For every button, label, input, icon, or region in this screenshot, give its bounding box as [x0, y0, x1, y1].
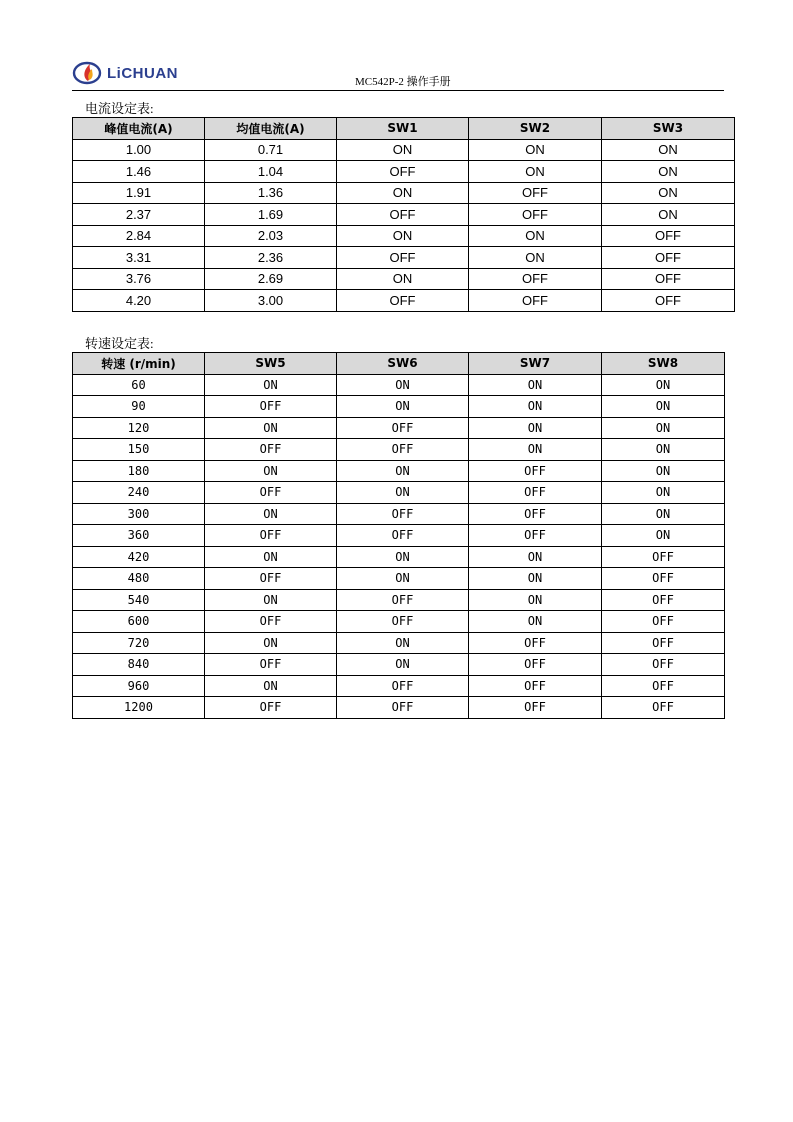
- table-cell: OFF: [602, 290, 735, 312]
- table-cell: OFF: [337, 697, 469, 719]
- table-cell: 1.36: [205, 182, 337, 204]
- table-cell: OFF: [205, 439, 337, 461]
- table-cell: OFF: [602, 611, 725, 633]
- table-cell: OFF: [469, 632, 602, 654]
- table-cell: OFF: [205, 525, 337, 547]
- table-cell: ON: [602, 161, 735, 183]
- table-cell: 120: [73, 417, 205, 439]
- table-cell: ON: [602, 396, 725, 418]
- table-cell: OFF: [337, 439, 469, 461]
- table-cell: OFF: [602, 268, 735, 290]
- table-cell: ON: [602, 503, 725, 525]
- table-cell: OFF: [337, 161, 469, 183]
- table-cell: 3.00: [205, 290, 337, 312]
- column-header: SW3: [602, 118, 735, 140]
- table-cell: OFF: [602, 654, 725, 676]
- brand-name: LiCHUAN: [107, 64, 178, 82]
- table-row: [73, 225, 735, 247]
- brand-logo: [72, 58, 178, 88]
- table-cell: 720: [73, 632, 205, 654]
- table-cell: ON: [469, 374, 602, 396]
- table-cell: OFF: [469, 290, 602, 312]
- table-cell: ON: [337, 632, 469, 654]
- current-setting-table: [72, 117, 735, 312]
- table-header-row: [73, 353, 725, 375]
- table-cell: OFF: [469, 503, 602, 525]
- table-cell: 600: [73, 611, 205, 633]
- table-cell: 840: [73, 654, 205, 676]
- table-row: [73, 568, 725, 590]
- table-row: [73, 204, 735, 226]
- table-cell: OFF: [337, 290, 469, 312]
- table-cell: ON: [337, 460, 469, 482]
- table-cell: OFF: [337, 589, 469, 611]
- table-cell: 1200: [73, 697, 205, 719]
- table-row: [73, 396, 725, 418]
- table-cell: OFF: [602, 675, 725, 697]
- table-cell: OFF: [469, 697, 602, 719]
- column-header: 转速 (r/min): [73, 353, 205, 375]
- table-row: [73, 247, 735, 269]
- table-cell: OFF: [469, 675, 602, 697]
- table-cell: ON: [205, 417, 337, 439]
- table-cell: 180: [73, 460, 205, 482]
- column-header: SW6: [337, 353, 469, 375]
- table-cell: OFF: [337, 611, 469, 633]
- column-header: 均值电流(A): [205, 118, 337, 140]
- table-cell: ON: [469, 417, 602, 439]
- table-row: [73, 482, 725, 504]
- table-cell: 1.04: [205, 161, 337, 183]
- table-row: [73, 675, 725, 697]
- table-cell: OFF: [205, 568, 337, 590]
- table-cell: ON: [469, 568, 602, 590]
- table-cell: ON: [602, 182, 735, 204]
- column-header: 峰值电流(A): [73, 118, 205, 140]
- table-cell: 300: [73, 503, 205, 525]
- table-cell: OFF: [205, 654, 337, 676]
- table-cell: ON: [469, 396, 602, 418]
- table-row: [73, 589, 725, 611]
- current-table-caption: 电流设定表:: [85, 101, 154, 116]
- table-row: [73, 546, 725, 568]
- table-cell: ON: [337, 139, 469, 161]
- table-cell: 2.36: [205, 247, 337, 269]
- table-cell: ON: [337, 268, 469, 290]
- table-row: [73, 374, 725, 396]
- table-cell: ON: [337, 182, 469, 204]
- table-cell: ON: [337, 546, 469, 568]
- table-cell: OFF: [602, 247, 735, 269]
- table-cell: ON: [205, 589, 337, 611]
- table-cell: OFF: [337, 247, 469, 269]
- table-cell: 2.37: [73, 204, 205, 226]
- table-cell: 960: [73, 675, 205, 697]
- table-cell: 360: [73, 525, 205, 547]
- table-cell: OFF: [469, 654, 602, 676]
- table-row: [73, 654, 725, 676]
- table-cell: ON: [469, 247, 602, 269]
- table-row: [73, 161, 735, 183]
- table-cell: OFF: [469, 525, 602, 547]
- table-cell: OFF: [602, 225, 735, 247]
- speed-setting-table: [72, 352, 725, 719]
- table-cell: 240: [73, 482, 205, 504]
- table-row: [73, 268, 735, 290]
- table-cell: ON: [602, 460, 725, 482]
- column-header: SW7: [469, 353, 602, 375]
- table-cell: ON: [469, 589, 602, 611]
- table-row: [73, 439, 725, 461]
- table-cell: ON: [337, 654, 469, 676]
- column-header: SW8: [602, 353, 725, 375]
- table-cell: ON: [602, 439, 725, 461]
- table-cell: ON: [469, 139, 602, 161]
- table-cell: ON: [469, 611, 602, 633]
- table-cell: 3.31: [73, 247, 205, 269]
- table-row: [73, 182, 735, 204]
- table-cell: OFF: [469, 482, 602, 504]
- table-cell: ON: [469, 546, 602, 568]
- table-row: [73, 139, 735, 161]
- table-cell: OFF: [205, 396, 337, 418]
- table-cell: OFF: [205, 611, 337, 633]
- table-row: [73, 290, 735, 312]
- table-cell: OFF: [337, 204, 469, 226]
- page-header: [72, 56, 724, 91]
- table-cell: OFF: [205, 482, 337, 504]
- table-cell: ON: [205, 374, 337, 396]
- table-cell: ON: [337, 374, 469, 396]
- table-cell: 420: [73, 546, 205, 568]
- table-cell: ON: [205, 503, 337, 525]
- table-cell: ON: [205, 460, 337, 482]
- table-cell: OFF: [469, 204, 602, 226]
- table-cell: 4.20: [73, 290, 205, 312]
- table-cell: OFF: [602, 697, 725, 719]
- table-cell: ON: [602, 139, 735, 161]
- table-cell: 90: [73, 396, 205, 418]
- table-row: [73, 503, 725, 525]
- table-cell: OFF: [469, 460, 602, 482]
- column-header: SW5: [205, 353, 337, 375]
- table-cell: 2.03: [205, 225, 337, 247]
- table-cell: ON: [469, 161, 602, 183]
- table-cell: ON: [337, 396, 469, 418]
- column-header: SW2: [469, 118, 602, 140]
- table-cell: ON: [469, 439, 602, 461]
- table-cell: OFF: [602, 589, 725, 611]
- table-cell: 60: [73, 374, 205, 396]
- document-title: MC542P-2 操作手册: [355, 76, 451, 88]
- table-cell: OFF: [205, 697, 337, 719]
- table-cell: ON: [205, 675, 337, 697]
- table-row: [73, 460, 725, 482]
- table-cell: 3.76: [73, 268, 205, 290]
- table-cell: ON: [602, 204, 735, 226]
- table-cell: 1.69: [205, 204, 337, 226]
- column-header: SW1: [337, 118, 469, 140]
- table-cell: ON: [602, 482, 725, 504]
- table-cell: ON: [602, 525, 725, 547]
- table-cell: 1.00: [73, 139, 205, 161]
- table-cell: 540: [73, 589, 205, 611]
- table-cell: 0.71: [205, 139, 337, 161]
- table-row: [73, 632, 725, 654]
- table-header-row: [73, 118, 735, 140]
- table-cell: ON: [337, 568, 469, 590]
- table-cell: OFF: [469, 182, 602, 204]
- table-cell: 2.84: [73, 225, 205, 247]
- table-cell: 1.46: [73, 161, 205, 183]
- table-cell: ON: [337, 482, 469, 504]
- table-cell: 1.91: [73, 182, 205, 204]
- table-cell: OFF: [602, 568, 725, 590]
- table-cell: OFF: [602, 546, 725, 568]
- table-cell: ON: [602, 417, 725, 439]
- speed-table-caption: 转速设定表:: [85, 336, 154, 351]
- table-cell: ON: [469, 225, 602, 247]
- table-cell: 150: [73, 439, 205, 461]
- table-cell: ON: [205, 632, 337, 654]
- table-cell: ON: [602, 374, 725, 396]
- table-row: [73, 417, 725, 439]
- table-cell: OFF: [337, 417, 469, 439]
- table-cell: ON: [337, 225, 469, 247]
- table-cell: OFF: [337, 503, 469, 525]
- table-cell: OFF: [337, 675, 469, 697]
- table-cell: OFF: [602, 632, 725, 654]
- table-row: [73, 611, 725, 633]
- table-row: [73, 697, 725, 719]
- table-cell: ON: [205, 546, 337, 568]
- table-cell: OFF: [469, 268, 602, 290]
- table-cell: OFF: [337, 525, 469, 547]
- table-cell: 480: [73, 568, 205, 590]
- table-row: [73, 525, 725, 547]
- table-cell: 2.69: [205, 268, 337, 290]
- lichuan-logo-icon: [72, 60, 104, 86]
